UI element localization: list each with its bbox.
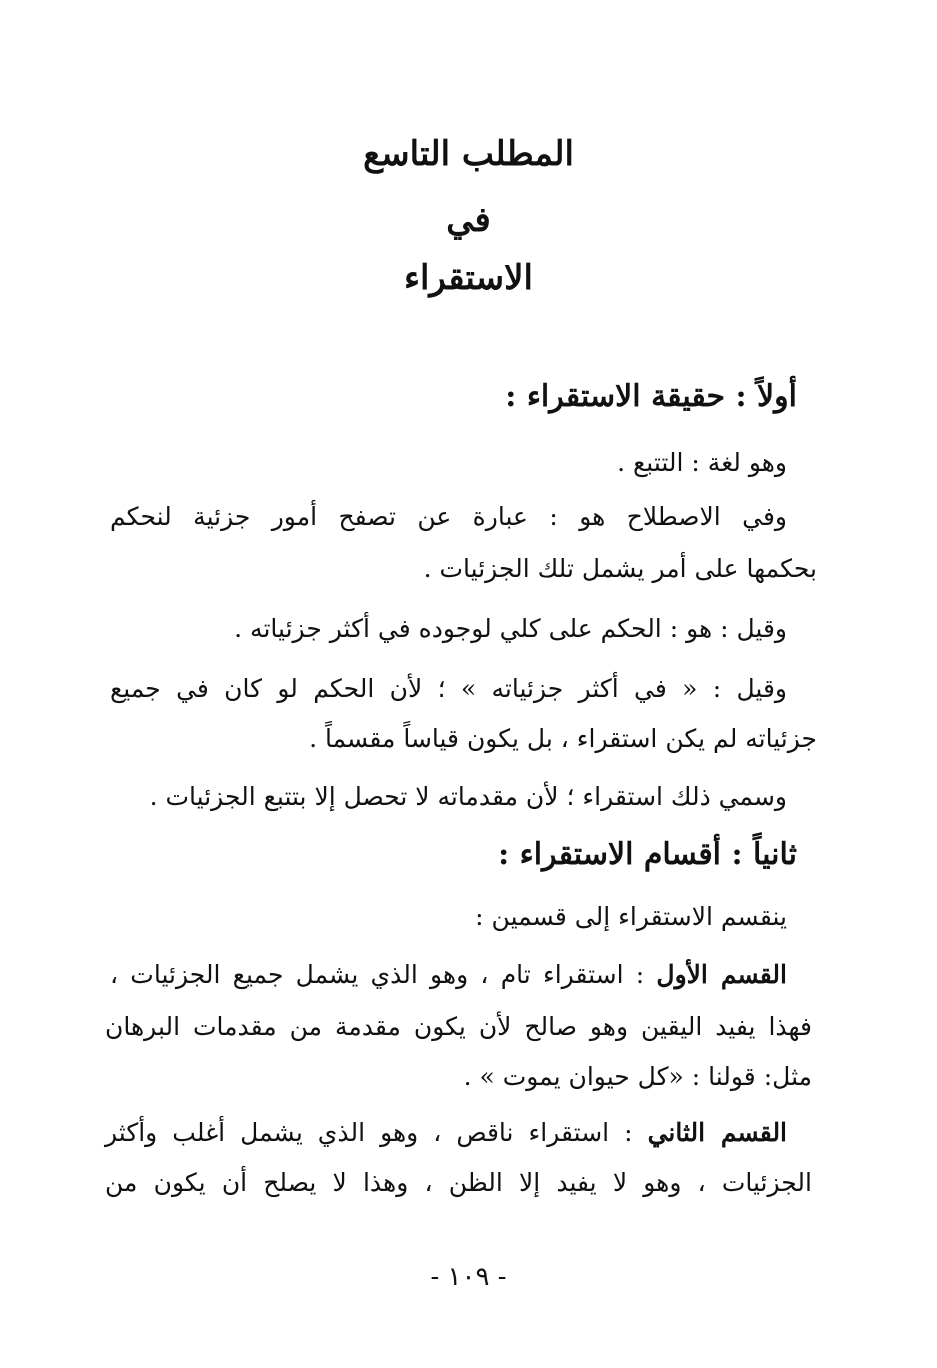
page-number: - ١٠٩ - — [430, 1262, 507, 1292]
paragraph-term-definition-line-2: بحكمها على أمر يشمل تلك الجزئيات . — [423, 554, 817, 583]
paragraph-second-division-line-1 — [105, 1116, 787, 1150]
section-1-heading: أولاً : حقيقة الاستقراء : — [505, 379, 797, 414]
second-division-text: : استقراء ناقص ، وهو الذي يشمل أغلب وأكثر — [105, 1118, 648, 1147]
chapter-title-line-2: في — [446, 200, 491, 240]
paragraph-divisions-intro: ينقسم الاستقراء إلى قسمين : — [475, 902, 787, 931]
paragraph-second-division-line-2: الجزئيات ، وهو لا يفيد إلا الظن ، وهذا لا يصلح أن يكون من — [105, 1168, 813, 1197]
paragraph-reason-line-1: وقيل : « في أكثر جزئياته » ؛ لأن الحكم لو كان في جميع — [110, 674, 787, 703]
paragraph-language-definition: وهو لغة : التتبع . — [617, 448, 787, 477]
chapter-title-line-3: الاستقراء — [404, 258, 533, 298]
paragraph-term-definition-line-1: وفي الاصطلاح هو : عبارة عن تصفح أمور جزئية لنحكم — [110, 502, 787, 531]
first-division-label: القسم الأول — [656, 960, 787, 989]
chapter-title-line-1: المطلب التاسع — [363, 134, 574, 174]
paragraph-reason-line-2: جزئياته لم يكن استقراء ، بل يكون قياساً مقسماً . — [309, 724, 817, 753]
section-2-heading: ثانياً : أقسام الاستقراء : — [498, 837, 797, 872]
paragraph-first-division-line-3: مثل: قولنا : «كل حيوان يموت » . — [463, 1062, 812, 1091]
second-division-label: القسم الثاني — [647, 1118, 788, 1147]
paragraph-first-division-line-2: فهذا يفيد اليقين وهو صالح لأن يكون مقدمة من مقدمات البرهان — [105, 1012, 812, 1041]
paragraph-alternative-definition: وقيل : هو : الحكم على كلي لوجوده في أكثر جزئياته . — [234, 614, 787, 643]
paragraph-naming-reason: وسمي ذلك استقراء ؛ لأن مقدماته لا تحصل إلا بتتبع الجزئيات . — [149, 782, 787, 811]
first-division-text: : استقراء تام ، وهو الذي يشمل جميع الجزئيات ، — [110, 960, 657, 989]
paragraph-first-division-line-1 — [110, 958, 787, 992]
